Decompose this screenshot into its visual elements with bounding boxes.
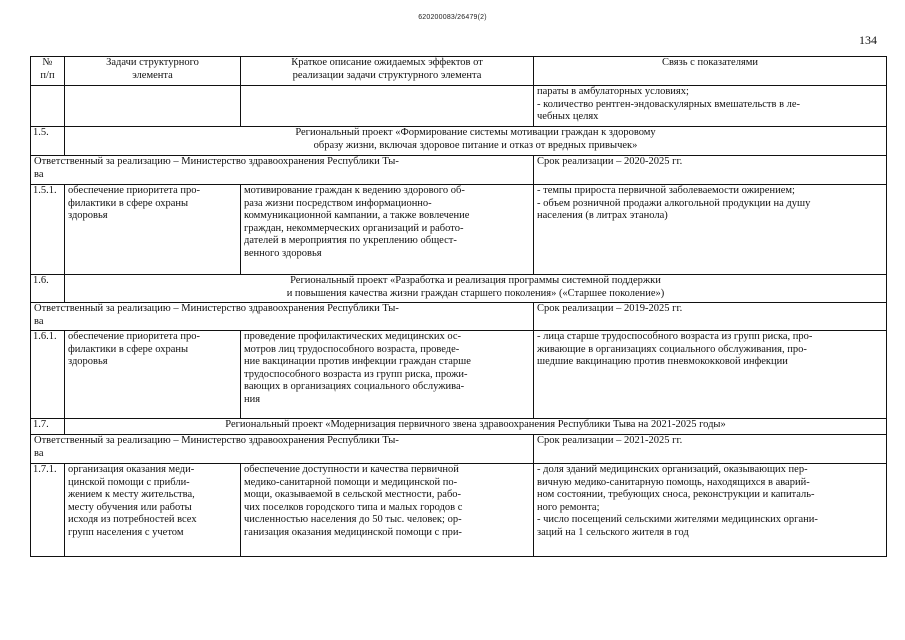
header-link: Связь с показателями bbox=[534, 57, 887, 86]
term-text: Срок реализации – 2021-2025 гг. bbox=[534, 435, 887, 464]
responsible-row bbox=[31, 156, 887, 185]
header-num: № п/п bbox=[31, 57, 65, 86]
responsible-row bbox=[31, 435, 887, 464]
cell-desc: обеспечение доступности и качества первичной медико-санитарной помощи и медицинской по- мощи, оказываемой в сельской местности, рабо- чих поселков городского типа и малых городов с численностью населения до 50 тыс. человек; ор- ганизация оказания медицинской помощи с при- bbox=[241, 464, 534, 557]
table-row bbox=[31, 464, 887, 557]
cell-task: организация оказания меди- цинской помощи с прибли- жением к месту жительства, месту обучения или работы исходя из потребностей всех групп населения с учетом bbox=[65, 464, 241, 557]
responsible-text: Ответственный за реализацию – Министерство здравоохранения Республики Ты- ва bbox=[31, 435, 534, 464]
cell-link: - лица старше трудоспособного возраста из групп риска, про- живающие в организациях социального обслуживания, про- шедшие вакцинацию против пневмококковой инфекции bbox=[534, 331, 887, 419]
cell-task: обеспечение приоритета про- филактики в сфере охраны здоровья bbox=[65, 331, 241, 419]
cell-link: параты в амбулаторных условиях; - количество рентген-эндоваскулярных вмешательств в ле- чебных целях bbox=[534, 86, 887, 127]
cell-num: 1.5.1. bbox=[31, 185, 65, 275]
page-number: 134 bbox=[859, 33, 877, 47]
cell-num: 1.6. bbox=[31, 275, 65, 303]
cell-num: 1.7.1. bbox=[31, 464, 65, 557]
section-title: Региональный проект «Разработка и реализация программы системной поддержки и повышения качества жизни граждан старшего поколения» («Старшее поколение») bbox=[65, 275, 887, 303]
cell-link: - доля зданий медицинских организаций, оказывающих пер- вичную медико-санитарную помощь, находящихся в аварий- ном состоянии, требующих сноса, реконструкции и капиталь- ного ремонта; - число посещений сельскими жителями медицинских органи- заций на 1 сельского жителя в год bbox=[534, 464, 887, 557]
table-header-row bbox=[31, 57, 887, 86]
responsible-text: Ответственный за реализацию – Министерство здравоохранения Республики Ты- ва bbox=[31, 303, 534, 331]
cell-desc: проведение профилактических медицинских ос- мотров лиц трудоспособного возраста, проведе- ние вакцинации против инфекции граждан старше трудоспособного возраста из групп риска, прожи- вающих в организациях социального обслужива- ния bbox=[241, 331, 534, 419]
indicators-table bbox=[30, 56, 887, 557]
section-row bbox=[31, 275, 887, 303]
cell-link: - темпы прироста первичной заболеваемости ожирением; - объем розничной продажи алкогольной продукции на душу населения (в литрах этанола) bbox=[534, 185, 887, 275]
table-row bbox=[31, 86, 887, 127]
header-desc: Краткое описание ожидаемых эффектов от реализации задачи структурного элемента bbox=[241, 57, 534, 86]
cell-num: 1.6.1. bbox=[31, 331, 65, 419]
cell-num: 1.5. bbox=[31, 127, 65, 156]
table-row bbox=[31, 185, 887, 275]
responsible-text: Ответственный за реализацию – Министерство здравоохранения Республики Ты- ва bbox=[31, 156, 534, 185]
document-id: 620200083/26479(2) bbox=[418, 14, 487, 21]
cell-empty bbox=[241, 86, 534, 127]
section-title: Региональный проект «Формирование системы мотивации граждан к здоровому образу жизни, включая здоровое питание и отказ от вредных привычек» bbox=[65, 127, 887, 156]
section-row bbox=[31, 419, 887, 435]
section-title: Региональный проект «Модернизация первичного звена здравоохранения Республики Тыва на 2021-2025 годы» bbox=[65, 419, 887, 435]
cell-empty bbox=[31, 86, 65, 127]
term-text: Срок реализации – 2020-2025 гг. bbox=[534, 156, 887, 185]
table-row bbox=[31, 331, 887, 419]
cell-task: обеспечение приоритета про- филактики в сфере охраны здоровья bbox=[65, 185, 241, 275]
responsible-row bbox=[31, 303, 887, 331]
cell-num: 1.7. bbox=[31, 419, 65, 435]
cell-desc: мотивирование граждан к ведению здорового об- раза жизни посредством информационно- коммуникационной кампании, а также вовлечение граждан, некоммерческих организаций и работо- дателей в мероприятия по укреплению общест- венного здоровья bbox=[241, 185, 534, 275]
term-text: Срок реализации – 2019-2025 гг. bbox=[534, 303, 887, 331]
header-task: Задачи структурного элемента bbox=[65, 57, 241, 86]
cell-empty bbox=[65, 86, 241, 127]
section-row bbox=[31, 127, 887, 156]
